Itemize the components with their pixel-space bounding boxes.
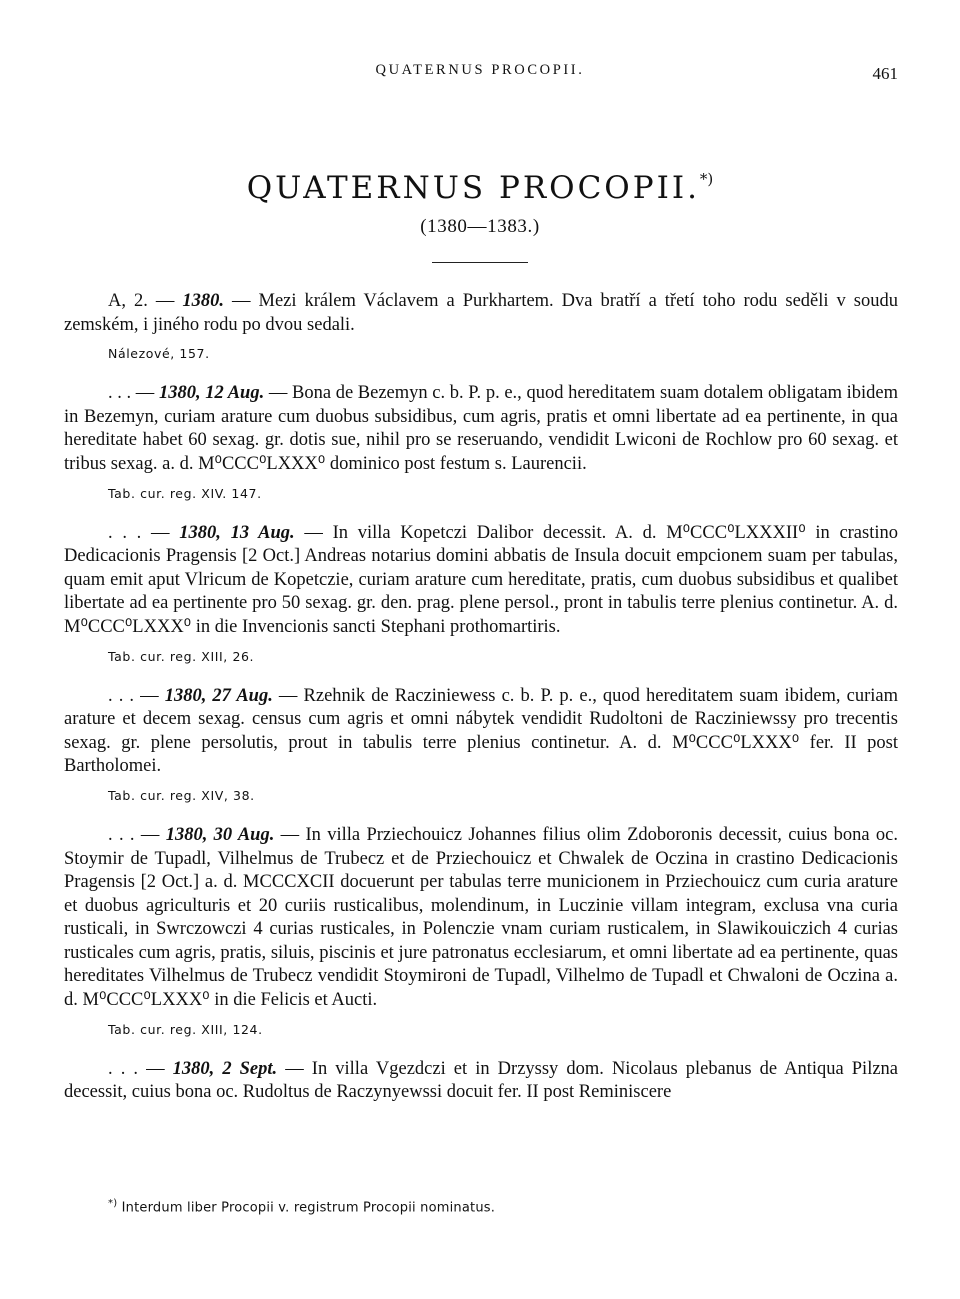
entry-source: Nálezové, 157. <box>108 346 210 362</box>
entry-prefix: . . . — <box>108 685 165 706</box>
entry-source: Tab. cur. reg. XIII, 124. <box>108 1021 263 1037</box>
entry-text <box>64 1058 898 1105</box>
entry-body: — Rzehnik de Racziniewess c. b. P. p. e., quod hereditatem suam ibidem, curiam arature et decem sexag. census cum agris et omni nábytek vendidit Rudoltoni de Racziniewssy pro trecentis sexag. gr. plene persolutis, prout in tabulis terre plenius continetur. A. d. M⁰CCC⁰LXXX⁰ fer. II post Bartholomei. <box>64 685 898 777</box>
entry-text <box>64 522 898 640</box>
entry-source: Tab. cur. reg. XIV, 38. <box>108 787 255 803</box>
section-title-text: QUATERNUS PROCOPII. <box>246 170 700 206</box>
entry-text <box>64 824 898 1013</box>
entry-date: 1380, 2 Sept. <box>172 1058 278 1079</box>
section-title <box>0 170 960 206</box>
entry-date: 1380, 12 Aug. <box>158 383 265 404</box>
entry-prefix: . . . — <box>108 522 180 543</box>
entry-text <box>64 382 898 476</box>
title-divider <box>432 262 528 263</box>
entry-body: — In villa Kopetczi Dalibor decessit. A. d. M⁰CCC⁰LXXXII⁰ in crastino Dedicacionis Pragensis [2 Oct.] Andreas notarius domini abbatis de Insula docuit empcionem suam per tabulas, quam emit aput Vlricum de Kopetczie, curiam arature cum hereditate, pratis, cum duobus subsidibus et qualibet libertate ad ea pertinente pro 50 sexag. gr. den. prag. plene persol., pront in tabulis terre plenius continetur. A. d. M⁰CCC⁰LXXX⁰ in die Invencionis sancti Stephani prothomartiris. <box>64 522 899 637</box>
running-head: QUATERNUS PROCOPII. <box>375 62 585 78</box>
entry-date: 1380, 27 Aug. <box>164 685 273 706</box>
entry-body: — Mezi králem Václavem a Purkhartem. Dva bratří a třetí toho rodu seděli v soudu zemském, i jiného rodu po dvou sedali. <box>64 291 898 335</box>
entry <box>64 382 898 501</box>
entry-date: 1380. <box>182 291 224 311</box>
entry-text <box>64 685 898 779</box>
entry-body: — In villa Prziechouicz Johannes filius olim Zdoboronis decessit, cuius bona oc. Stoymir de Tupadl, Vilhelmus de Trubecz et de Prziechouicz et Chwalek de Oczina in crastino Dedicacionis Pragensis [2 Oct.] a. d. MCCCXCII docuerunt per tabulas terre municionem in Prziechouicz cum curia arature et duobus agriculturis et 20 curiis rusticalibus, molendinum, in Luczinie villam integram, exclusa vna curia rusticali, in Swrczowczi 4 curias rusticales, in Polenczie vnam curiam rusticalem, in Slawikouiczich 4 curias rusticales cum agris, pratis, siluis, piscinis et jure patronatus ecclesiarum, et omni libertate ad ea pertinente, quas hereditates Vilhelmus de Trubecz vendidit Stoymironi de Tupadl, Vilhelmo de Tupadl et Chwaloni de Oczina a. d. M⁰CCC⁰LXXX⁰ in die Felicis et Aucti. <box>64 824 899 1011</box>
entry-prefix: A, 2. — <box>108 291 183 311</box>
entry <box>64 1058 898 1105</box>
entry-prefix: . . . — <box>108 824 166 845</box>
entry-body: — Bona de Bezemyn c. b. P. p. e., quod hereditatem suam dotalem obligatam ibidem in Bezemyn, curiam arature cum duobus subsidibus, cum agris, pratis et omni libertate ad ea pertinente, in qua hereditate habet 60 sexag. gr. dotis sue, nihil pro se reseruando, vendidit Lwiconi de Rochlow pro 60 sexag. et tribus sexag. a. d. M⁰CCC⁰LXXX⁰ dominico post festum s. Laurencii. <box>64 383 898 474</box>
entry-source: Tab. cur. reg. XIV. 147. <box>108 485 262 501</box>
entries-body <box>64 290 898 1105</box>
entry <box>64 824 898 1038</box>
entry-text <box>64 290 898 337</box>
entry <box>64 290 898 362</box>
footnote <box>108 1198 495 1215</box>
entry <box>64 522 898 665</box>
entry-date: 1380, 13 Aug. <box>179 522 295 543</box>
entry-prefix: . . . — <box>108 1058 173 1079</box>
entry-date: 1380, 30 Aug. <box>165 824 275 845</box>
footnote-marker: *) <box>108 1198 118 1209</box>
entry-prefix: . . . — <box>108 383 159 404</box>
entry-body: — In villa Vgezdczi et in Drzyssy dom. Nicolaus plebanus de Antiqua Pilzna decessit, cuius bona oc. Rudoltus de Raczynyewssi docuit fer. II post Reminiscere <box>64 1058 899 1103</box>
entry-source: Tab. cur. reg. XIII, 26. <box>108 648 255 664</box>
footnote-text: Interdum liber Procopii v. registrum Procopii nominatus. <box>117 1200 496 1216</box>
page-number: 461 <box>872 64 898 83</box>
title-footnote-marker: *) <box>699 170 714 188</box>
entry <box>64 685 898 804</box>
section-date-range: (1380—1383.) <box>420 216 540 237</box>
